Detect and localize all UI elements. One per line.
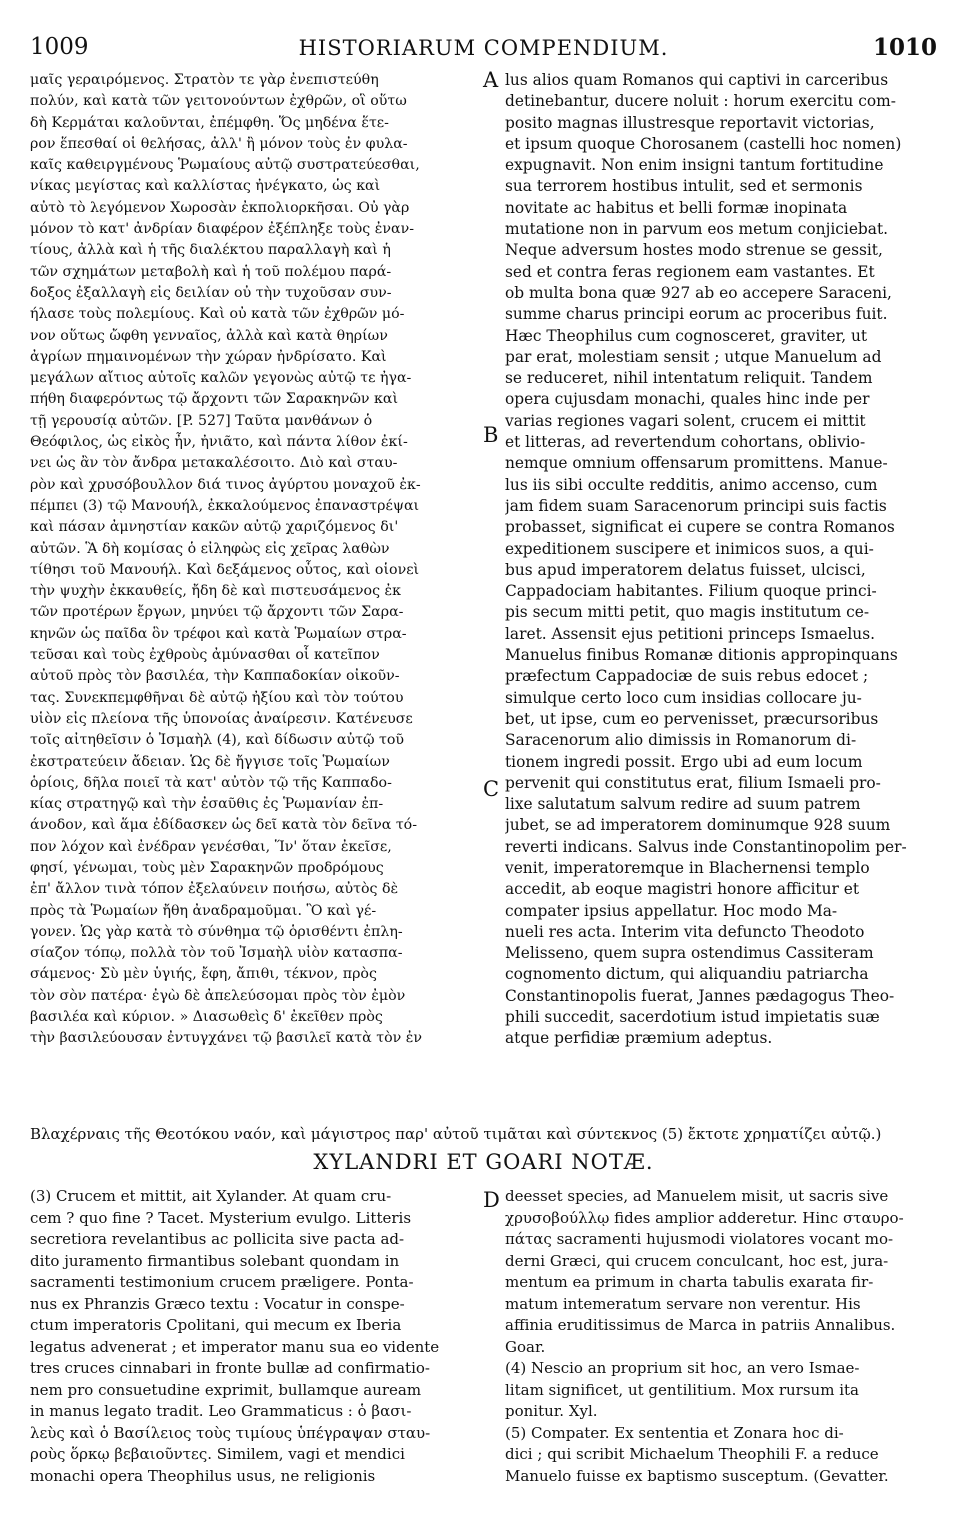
greek-text-line: σίαζον τόπῳ, πολλὰ τὸν τοῦ Ἰσμαὴλ υἱὸν κατασπα- bbox=[30, 945, 403, 962]
latin-text-line: præfectum Cappadociæ de suis rebus edocet ; bbox=[505, 667, 869, 686]
greek-text-line: Θεόφιλος, ὡς εἰκὸς ἦν, ἠνιᾶτο, καὶ πάντα λίθον ἐκί- bbox=[30, 434, 408, 451]
greek-text-line: αὐτοῦ πρὸς τὸν βασιλέα, τὴν Καππαδοκίαν οἰκοῦν- bbox=[30, 668, 400, 685]
latin-text-line: Saracenorum alio dimissis in Romanorum di- bbox=[505, 731, 857, 750]
greek-text-line: καῖς καθειργμένους Ῥωμαίους αὐτῷ συστρατεύεσθαι, bbox=[30, 157, 420, 174]
greek-text-line: τὴν βασιλεύουσαν ἐντυγχάνει τῷ βασιλεῖ κατὰ τὸν ἐν bbox=[30, 1030, 422, 1047]
latin-text-line: ob multa bona quæ 927 ab eo accepere Saraceni, bbox=[505, 283, 892, 302]
greek-text-line: τίθησι τοῦ Μανουήλ. Καὶ δεξάμενος οὗτος, καὶ οἱονεὶ bbox=[30, 561, 420, 578]
note-line: cem ? quo fine ? Tacet. Mysterium evulgo. Litteris bbox=[30, 1208, 412, 1227]
latin-text-line: compater ipsius appellatur. Hoc modo Ma- bbox=[505, 901, 838, 920]
greek-text-line: νον οὕτως ὤφθη γενναῖος, ἀλλὰ καὶ κατὰ θηρίων bbox=[30, 327, 388, 344]
page-header bbox=[30, 28, 937, 60]
note-line: πάτας sacramenti hujusmodi violatores vocant mo- bbox=[505, 1230, 894, 1248]
greek-text-line: αὐτῶν. Ἃ δὴ κομίσας ὁ εἰληφὼς εἰς χεῖρας λαθὼν bbox=[30, 540, 390, 557]
note-line: dici ; qui scribit Michaelum Theophili F. a reduce bbox=[505, 1445, 879, 1463]
greek-text-line: ἀγρίων πημαινομένων τὴν χώραν ἠνδρίσατο. Καὶ bbox=[30, 348, 387, 365]
latin-text-column bbox=[505, 70, 937, 1050]
latin-text-line: pervenit qui constitutus erat, filium Ismaeli pro- bbox=[505, 773, 881, 792]
greek-text-line: μαῖς γεραιρόμενος. Στρατὸν τε γὰρ ἐνεπιστεύθη bbox=[30, 72, 379, 88]
latin-text-line: nemque omnium offensarum promittens. Manue- bbox=[505, 454, 888, 473]
greek-text-line: τὴν ψυχὴν ἐκκαυθείς, ἤδη δὲ καὶ πιστευσάμενος ἐκ bbox=[30, 583, 402, 600]
latin-text-line: Cappadociam habitantes. Filium quoque princi- bbox=[505, 582, 877, 601]
note-line: (3) Crucem et mittit, ait Xylander. At quam cru- bbox=[30, 1187, 392, 1205]
greek-text-line: υἱὸν εἰς πλείονα τῆς ὑπονοίας ἀναίρεσιν. Κατένευσε bbox=[30, 710, 413, 727]
greek-text-line: γονεν. Ὡς γὰρ κατὰ τὸ σύνθημα τῷ ὁρισθέντι ἐπλη- bbox=[30, 923, 403, 940]
latin-text-line: Neque adversum hostes modo strenue se gessit, bbox=[505, 241, 883, 260]
greek-text-line: τοῖς αἰτηθεῖσιν ὁ Ἰσμαὴλ (4), καὶ δίδωσιν αὐτῷ τοῦ bbox=[30, 732, 405, 749]
latin-text-line: atque perfidiæ præmium adeptus. bbox=[505, 1029, 773, 1048]
latin-text-line: bet, ut ipse, cum eo pervenisset, præcursoribus bbox=[505, 709, 879, 728]
latin-text-line: mutatione non in parvum eos metum conjiciebat. bbox=[505, 220, 889, 239]
latin-text-line: venit, imperatoremque in Blachernensi templo bbox=[505, 858, 870, 877]
greek-text-line: ρον ἕπεσθαί οἱ θελήσας, ἀλλ' ἢ μόνον τοὺς ἐν φυλα- bbox=[30, 135, 408, 152]
latin-text-line: Manuelus finibus Romanæ ditionis appropinquans bbox=[505, 646, 898, 665]
latin-text-line: detinebantur, ducere noluit : horum exercitu com- bbox=[505, 92, 896, 111]
latin-text-line: novitate ac habitus et belli formæ inopinata bbox=[505, 198, 848, 217]
greek-text-line: τεῦσαι καὶ τοὺς ἐχθροὺς ἀμύνασθαι οἷ κατεῖπον bbox=[30, 647, 380, 664]
latin-text-line: Constantinopolis fuerat, Jannes pædagogus Theo- bbox=[505, 986, 895, 1005]
latin-text-line: probasset, significat ei cupere se contra Romanos bbox=[505, 518, 895, 537]
greek-text-line: δὴ Κερμάται καλοῦνται, ἐπέμφθη. Ὅς μηδένα ἕτε- bbox=[30, 114, 389, 131]
note-line: monachi opera Theophilus usus, ne religionis bbox=[30, 1466, 376, 1485]
greek-text-line: τῶν σχημάτων μεταβολὴ καὶ ἡ τοῦ πολέμου παρά- bbox=[30, 263, 392, 280]
latin-text-line: Hæc Theophilus cum cognosceret, graviter, ut bbox=[505, 326, 868, 345]
greek-text-line: άνοδον, καὶ ἅμα ἐδίδασκεν ὡς δεῖ κατὰ τὸν δεῖνα τό- bbox=[30, 817, 418, 834]
greek-text-line: ἐπ' ἄλλον τινὰ τόπον ἐξελαύνειν ποιήσω, αὐτὸς δὲ bbox=[30, 881, 399, 898]
greek-text-line: μόνον τὸ κατ' ἀνδρίαν διαφέρον ἐξέπληξε τοὺς ἐναν- bbox=[30, 221, 414, 238]
greek-text-line: δοξος ἐξαλλαγὴ εἰς δειλίαν οὐ τὴν τυχοῦσαν συν- bbox=[30, 284, 392, 301]
greek-text-line: νει ὡς ἂν τὸν ἄνδρα μετακαλέσοιτο. Διὸ καὶ σταυ- bbox=[30, 455, 398, 472]
note-line: λεὺς καὶ ὁ Βασίλειος τοὺς τιμίους ὑπέγραψαν σταυ- bbox=[30, 1423, 431, 1442]
notes-right-column bbox=[505, 1186, 937, 1487]
note-line: matum intemeratum servare non verentur. His bbox=[505, 1294, 861, 1313]
greek-text-line: κίας στρατηγῷ καὶ τὴν ἐσαῦθις ἐς Ῥωμανίαν ἐπ- bbox=[30, 796, 384, 813]
margin-letter-b: B bbox=[483, 423, 499, 447]
note-line: (5) Compater. Ex sententia et Zonara hoc di- bbox=[505, 1423, 844, 1442]
note-line: secretiora revelantibus ac pollicita sive pacta ad- bbox=[30, 1230, 405, 1248]
greek-text-line: ήλασε τοὺς πολεμίους. Καὶ οὐ κατὰ τῶν ἐχθρῶν μό- bbox=[30, 306, 405, 323]
note-line: ροὺς ὅρκῳ βεβαιοῦντες. Similem, vagi et mendici bbox=[30, 1445, 405, 1463]
greek-text-line: πρὸς τὰ Ῥωμαίων ἤθη ἀναδραμοῦμαι. Ὃ καὶ γέ- bbox=[30, 902, 377, 919]
latin-text-line: sua terrorem hostibus intulit, sed et sermonis bbox=[505, 177, 863, 196]
latin-text-line: par erat, molestiam sensit ; utque Manuelum ad bbox=[505, 347, 882, 366]
latin-text-line: bus apud imperatorem delatus fuisset, ulcisci, bbox=[505, 560, 866, 579]
latin-text-line: simulque certo loco cum insidias collocare ju- bbox=[505, 688, 862, 707]
latin-text-line: accedit, ab eoque magistri honore afficitur et bbox=[505, 880, 860, 899]
greek-text-line: βασιλέα καὶ κύριον. » Διασωθεὶς δ' ἐκεῖθεν πρὸς bbox=[30, 1009, 383, 1026]
latin-text-line: lixe salutatum salvum redire ad suum patrem bbox=[505, 795, 861, 814]
note-line: in manus legato tradit. Leo Grammaticus : ὁ βασι- bbox=[30, 1402, 412, 1420]
greek-text-line: τας. Συνεκπεμφθῆναι δὲ αὐτῷ ἠξίου καὶ τὸν τούτου bbox=[30, 689, 404, 706]
latin-text-line: opera cujusdam monachi, quales hinc inde per bbox=[505, 390, 870, 409]
left-page-number: 1009 bbox=[30, 34, 89, 60]
note-line: sacramenti testimonium crucem præligere. Ponta- bbox=[30, 1273, 414, 1291]
latin-text-line: jam fidem suam Saracenorum principi suis factis bbox=[505, 496, 887, 515]
note-line: litam significet, ut gentilitium. Mox rursum ita bbox=[505, 1380, 859, 1399]
greek-text-line: ὁρίοις, δῆλα ποιεῖ τὰ κατ' αὐτὸν τῷ τῆς Καππαδο- bbox=[30, 774, 392, 791]
latin-text-line: expeditionem suscipere et inimicos suos, a qui- bbox=[505, 539, 874, 558]
greek-text-line: καὶ πάσαν ἀμνηστίαν κακῶν αὐτῷ χαριζόμενος δι' bbox=[30, 519, 399, 536]
note-line: (4) Nescio an proprium sit hoc, an vero Ismae- bbox=[505, 1359, 860, 1377]
note-line: deesset species, ad Manuelem misit, ut sacris sive bbox=[505, 1187, 889, 1205]
greek-text-line: πέμπει (3) τῷ Μανουήλ, ἐκκαλούμενος ἐπαναστρέψαι bbox=[30, 497, 420, 514]
latin-text-line: cognomento dictum, qui aliquandiu patriarcha bbox=[505, 965, 869, 984]
greek-text-line: τῶν προτέρων ἔργων, μηνύει τῷ ἄρχοντι τῶν Σαρα- bbox=[30, 604, 404, 621]
latin-text-line: sed et contra feras regionem eam vastantes. Et bbox=[505, 262, 875, 281]
note-line: dito juramento firmantibus solebant quondam in bbox=[30, 1251, 400, 1270]
note-line: derni Græci, qui crucem conculcant, hoc est, jura- bbox=[505, 1251, 889, 1270]
notes-title: XYLANDRI ET GOARI NOTÆ. bbox=[313, 1150, 654, 1174]
note-line: Goar. bbox=[505, 1337, 546, 1356]
note-line: affinia eruditissimus de Marca in patriis Annalibus. bbox=[505, 1316, 896, 1334]
note-line: legatus advenerat ; et imperator manu sua eo vidente bbox=[30, 1337, 440, 1356]
greek-text-line: ρὸν καὶ χρυσόβουλλον διά τινος ἀγύρτου μοναχοῦ ἐκ- bbox=[30, 476, 421, 493]
margin-letter-a: A bbox=[483, 68, 499, 92]
latin-text-line: et litteras, ad revertendum cohortans, oblivio- bbox=[505, 433, 866, 452]
latin-text-line: Melisseno, quem supra ostendimus Cassiteram bbox=[505, 944, 874, 963]
note-line: mentum ea primum in charta tabulis exarata fir- bbox=[505, 1273, 874, 1291]
note-line: ponitur. Xyl. bbox=[505, 1402, 598, 1420]
greek-text-line: πήθη διαφερόντως τῷ ἄρχοντι τῶν Σαρακηνῶν καὶ bbox=[30, 391, 399, 408]
greek-text-line: μεγάλων αἴτιος αὐτοῖς καλῶν γεγονὼς αὐτῷ τε ἠγα- bbox=[30, 370, 412, 387]
latin-text-line: lus iis sibi occulte redditis, animo accenso, cum bbox=[505, 475, 878, 494]
greek-text-line: σάμενος· Σὺ μὲν ὑγιής, ἔφη, ἄπιθι, τέκνον, πρὸς bbox=[30, 966, 377, 983]
latin-text-line: tionem ingredi possit. Ergo ubi ad eum locum bbox=[505, 752, 863, 771]
note-line: tres cruces cinnabari in fronte bullæ ad confirmatio- bbox=[30, 1359, 430, 1377]
greek-text-line: τὸν σὸν πατέρα· ἐγὼ δὲ ἀπελεύσομαι πρὸς τὸν ἐμὸν bbox=[30, 987, 406, 1004]
latin-text-line: varias regiones vagari solent, crucem ei mittit bbox=[505, 411, 866, 430]
greek-text-line: πον λόχον καὶ ἐνέδραν γενέσθαι, Ἵν' ὅταν ἐκεῖσε, bbox=[30, 838, 392, 855]
latin-text-line: expugnavit. Non enim insigni tantum fortitudine bbox=[505, 156, 884, 175]
latin-text-line: posito magnas illustresque reportavit victorias, bbox=[505, 113, 875, 132]
latin-text-line: pis secum mitti petit, quo magis institutum ce- bbox=[505, 603, 870, 622]
note-line: nus ex Phranzis Græco textu : Vocatur in conspe- bbox=[30, 1294, 405, 1313]
greek-text-line: τῇ γερουσίᾳ αὐτῶν. [P. 527] Ταῦτα μανθάνων ὁ bbox=[30, 412, 373, 429]
greek-text-column bbox=[30, 70, 482, 1050]
latin-text-line: laret. Assensit ejus petitioni princeps Ismaelus. bbox=[505, 624, 876, 643]
greek-text-line: ἐκστρατεύειν ἄδειαν. Ὡς δὲ ἤγγισε τοῖς Ῥωμαίων bbox=[30, 753, 390, 770]
latin-text-line: phili succedit, sacerdotium istud impietatis suæ bbox=[505, 1008, 880, 1027]
latin-text-line: jubet, se ad imperatorem dominumque 928 suum bbox=[505, 816, 891, 835]
greek-text-line: αὐτὸ τὸ λεγόμενον Χωροσὰν ἐκπολιορκῆσαι. Οὐ γὰρ bbox=[30, 199, 410, 216]
notes-left-column bbox=[30, 1186, 482, 1487]
latin-text-line: lus alios quam Romanos qui captivi in carceribus bbox=[505, 71, 889, 89]
full-width-greek-line: Βλαχέρναις τῆς Θεοτόκου ναόν, καὶ μάγιστρος παρ' αὐτοῦ τιμᾶται καὶ σύντεκνος (5) ἔκτοτε χρηματίζει αὐτῷ.) bbox=[30, 1125, 882, 1143]
latin-text-line: summe charus principi eorum ac proceribus fuit. bbox=[505, 305, 888, 324]
note-line: Manuelo fuisse ex baptismo susceptum. (Gevatter. bbox=[505, 1466, 889, 1485]
greek-text-line: τίους, ἀλλὰ καὶ ἡ τῆς διαλέκτου παραλλαγὴ καὶ ἡ bbox=[30, 242, 391, 259]
note-line: χρυσοβούλλῳ fides amplior adderetur. Hinc σταυρο- bbox=[505, 1208, 904, 1227]
margin-letter-d: D bbox=[483, 1188, 500, 1212]
note-line: ctum imperatoris Cpolitani, qui mecum ex Iberia bbox=[30, 1316, 402, 1334]
greek-text-line: φησί, γένωμαι, τοὺς μὲν Σαρακηνῶν προδρόμους bbox=[30, 859, 384, 876]
greek-text-line: νίκας μεγίστας καὶ καλλίστας ἠνέγκατο, ὡς καὶ bbox=[30, 178, 381, 195]
right-page-number: 1010 bbox=[872, 34, 937, 61]
running-title: HISTORIARUM COMPENDIUM. bbox=[298, 36, 669, 60]
latin-text-line: et ipsum quoque Chorosanem (castelli hoc nomen) bbox=[505, 134, 902, 153]
greek-text-line: κηνῶν ὡς παῖδα ὃν τρέφοι καὶ κατὰ Ῥωμαίων στρα- bbox=[30, 625, 407, 642]
latin-text-line: se reduceret, nihil intentatum reliquit. Tandem bbox=[505, 369, 873, 388]
latin-text-line: reverti indicans. Salvus inde Constantinopolim per- bbox=[505, 837, 907, 856]
margin-letter-c: C bbox=[483, 777, 500, 801]
greek-text-line: πολύν, καὶ κατὰ τῶν γειτονούντων ἐχθρῶν, οἳ οὕτω bbox=[30, 93, 407, 110]
note-line: nem pro consuetudine exprimit, bullamque auream bbox=[30, 1380, 422, 1399]
latin-text-line: nueli res acta. Interim vita defuncto Theodoto bbox=[505, 922, 865, 941]
